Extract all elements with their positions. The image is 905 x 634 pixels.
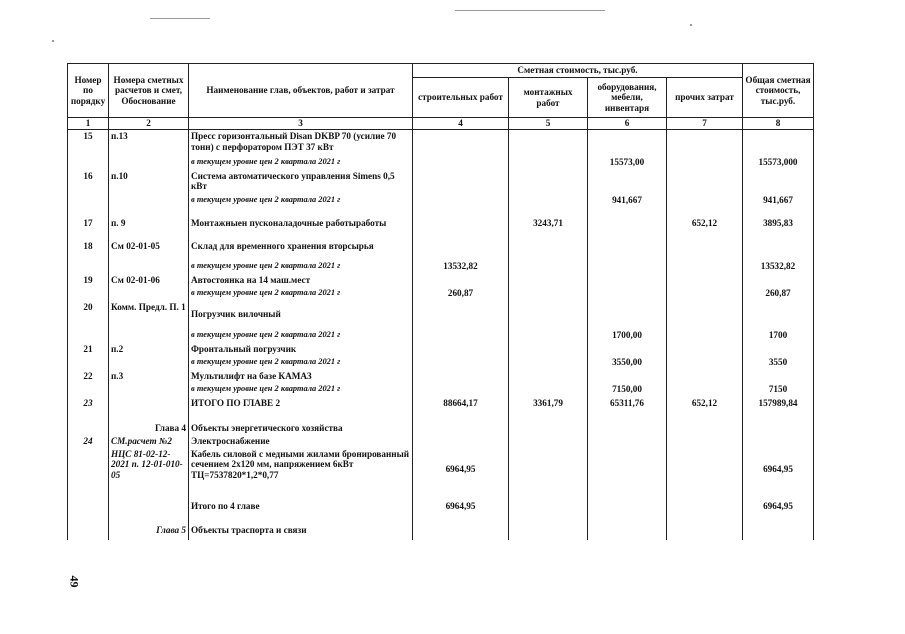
row-total: 6964,95 [743, 448, 814, 492]
table-row [68, 194, 814, 208]
row-num: 18 [68, 240, 109, 260]
column-number: 5 [509, 118, 588, 130]
row-ref: НЦС 81-02-12-2021 п. 12-01-010-05 [109, 448, 189, 492]
row-num: 16 [68, 170, 109, 194]
row-total: 6964,95 [743, 492, 814, 522]
row-name: Объекты траспорта и связи [189, 522, 413, 540]
table-row [68, 397, 814, 411]
scan-speck [52, 40, 54, 42]
row-num: 19 [68, 274, 109, 287]
row-price-level: в текущем уровне цен 2 квартала 2021 г [189, 287, 413, 301]
row-total: 13532,82 [743, 260, 814, 274]
header-name: Наименование глав, объектов, работ и затрат [189, 64, 413, 118]
row-name: ИТОГО ПО ГЛАВЕ 2 [189, 397, 413, 411]
table-row [68, 435, 814, 448]
row-equip: 941,667 [588, 194, 667, 208]
row-num: 23 [68, 397, 109, 411]
table-row [68, 522, 814, 540]
column-number: 2 [109, 118, 189, 130]
table-row [68, 240, 814, 260]
row-ref: См 02-01-05 [109, 240, 189, 260]
row-price-level: в текущем уровне цен 2 квартала 2021 г [189, 260, 413, 274]
header-cost-group: Сметная стоимость, тыс.руб. [413, 64, 743, 78]
row-build: 6964,95 [413, 448, 509, 492]
table-row [68, 370, 814, 383]
row-build: 260,87 [413, 287, 509, 301]
row-price-level: в текущем уровне цен 2 квартала 2021 г [189, 156, 413, 170]
table-row [68, 287, 814, 301]
row-ref: п.13 [109, 130, 189, 156]
scan-speck [455, 10, 605, 11]
row-total: 3550 [743, 356, 814, 370]
row-ref: СМ.расчет №2 [109, 435, 189, 448]
row-name: Кабель силовой с медными жилами бронированный сечением 2х120 мм, напряжением 6кВт ТЦ=7537820*1,2*0,77 [189, 448, 413, 492]
column-number-row [68, 118, 814, 130]
row-name: Итого по 4 главе [189, 492, 413, 522]
row-ref: п.3 [109, 370, 189, 383]
table-row [68, 208, 814, 240]
column-number: 1 [68, 118, 109, 130]
table-row [68, 343, 814, 356]
table-body [68, 130, 814, 540]
row-other: 652,12 [667, 208, 743, 240]
row-total: 157989,84 [743, 397, 814, 411]
row-total: 941,667 [743, 194, 814, 208]
row-total: 260,87 [743, 287, 814, 301]
header-mount: монтажных работ [509, 78, 588, 118]
row-ref: Комм. Предл. П. 1 [109, 301, 189, 329]
row-price-level: в текущем уровне цен 2 квартала 2021 г [189, 194, 413, 208]
row-name: Объекты энергетического хозяйства [189, 411, 413, 435]
header-ref: Номера сметных расчетов и смет, Обоснование [109, 64, 189, 118]
chapter-label: Глава 4 [109, 411, 189, 435]
row-ref: п. 9 [109, 208, 189, 240]
header-other: прочих затрат [667, 78, 743, 118]
row-num: 20 [68, 301, 109, 329]
row-equip: 65311,76 [588, 397, 667, 411]
row-name: Автостоянка на 14 маш.мест [189, 274, 413, 287]
row-equip: 15573,00 [588, 156, 667, 170]
header-total: Общая сметная стоимость, тыс.руб. [743, 64, 814, 118]
row-ref: п.10 [109, 170, 189, 194]
row-price-level: в текущем уровне цен 2 квартала 2021 г [189, 356, 413, 370]
table-header [68, 64, 814, 130]
table-row [68, 260, 814, 274]
row-total: 7150 [743, 383, 814, 397]
row-num: 22 [68, 370, 109, 383]
row-ref: п.2 [109, 343, 189, 356]
estimate-table [67, 63, 814, 540]
row-other: 652,12 [667, 397, 743, 411]
row-ref: См 02-01-06 [109, 274, 189, 287]
column-number: 8 [743, 118, 814, 130]
row-equip: 7150,00 [588, 383, 667, 397]
row-mount: 3361,79 [509, 397, 588, 411]
table-row [68, 130, 814, 156]
row-num: 15 [68, 130, 109, 156]
row-num: 17 [68, 208, 109, 240]
row-num: 21 [68, 343, 109, 356]
table-row [68, 329, 814, 343]
table-row [68, 301, 814, 329]
row-build: 88664,17 [413, 397, 509, 411]
table-row [68, 492, 814, 522]
row-build: 13532,82 [413, 260, 509, 274]
row-price-level: в текущем уровне цен 2 квартала 2021 г [189, 383, 413, 397]
row-name: Монтажныен пусконаладочные работыработы [189, 208, 413, 240]
row-name: Пресс горизонтальный Disan DKBP 70 (усилие 70 тонн) с перфоратором ПЭТ 37 кВт [189, 130, 413, 156]
table-row [68, 170, 814, 194]
table-row [68, 274, 814, 287]
header-num: Номер по порядку [68, 64, 109, 118]
row-total: 3895,83 [743, 208, 814, 240]
column-number: 3 [189, 118, 413, 130]
column-number: 7 [667, 118, 743, 130]
column-number: 6 [588, 118, 667, 130]
table-row [68, 156, 814, 170]
page-number: 49 [67, 575, 82, 588]
chapter-label: Глава 5 [109, 522, 189, 540]
scan-speck [690, 24, 692, 26]
row-num: 24 [68, 435, 109, 448]
row-name: Система автоматического управления Simens 0,5 кВт [189, 170, 413, 194]
row-name: Мультилифт на базе КАМАЗ [189, 370, 413, 383]
header-equip: оборудования, мебели, инвентаря [588, 78, 667, 118]
row-total: 1700 [743, 329, 814, 343]
table-row [68, 383, 814, 397]
row-equip: 3550,00 [588, 356, 667, 370]
table-row [68, 448, 814, 492]
scan-speck [150, 18, 210, 19]
row-build: 6964,95 [413, 492, 509, 522]
row-price-level: в текущем уровне цен 2 квартала 2021 г [189, 329, 413, 343]
row-name: Склад для временного хранения вторсырья [189, 240, 413, 260]
row-name: Погрузчик вилочный [189, 301, 413, 329]
row-equip: 1700,00 [588, 329, 667, 343]
row-name: Фронтальный погрузчик [189, 343, 413, 356]
table-row [68, 411, 814, 435]
header-build: строительных работ [413, 78, 509, 118]
row-name: Электроснабжение [189, 435, 413, 448]
row-mount: 3243,71 [509, 208, 588, 240]
column-number: 4 [413, 118, 509, 130]
table-row [68, 356, 814, 370]
row-total: 15573,000 [743, 156, 814, 170]
